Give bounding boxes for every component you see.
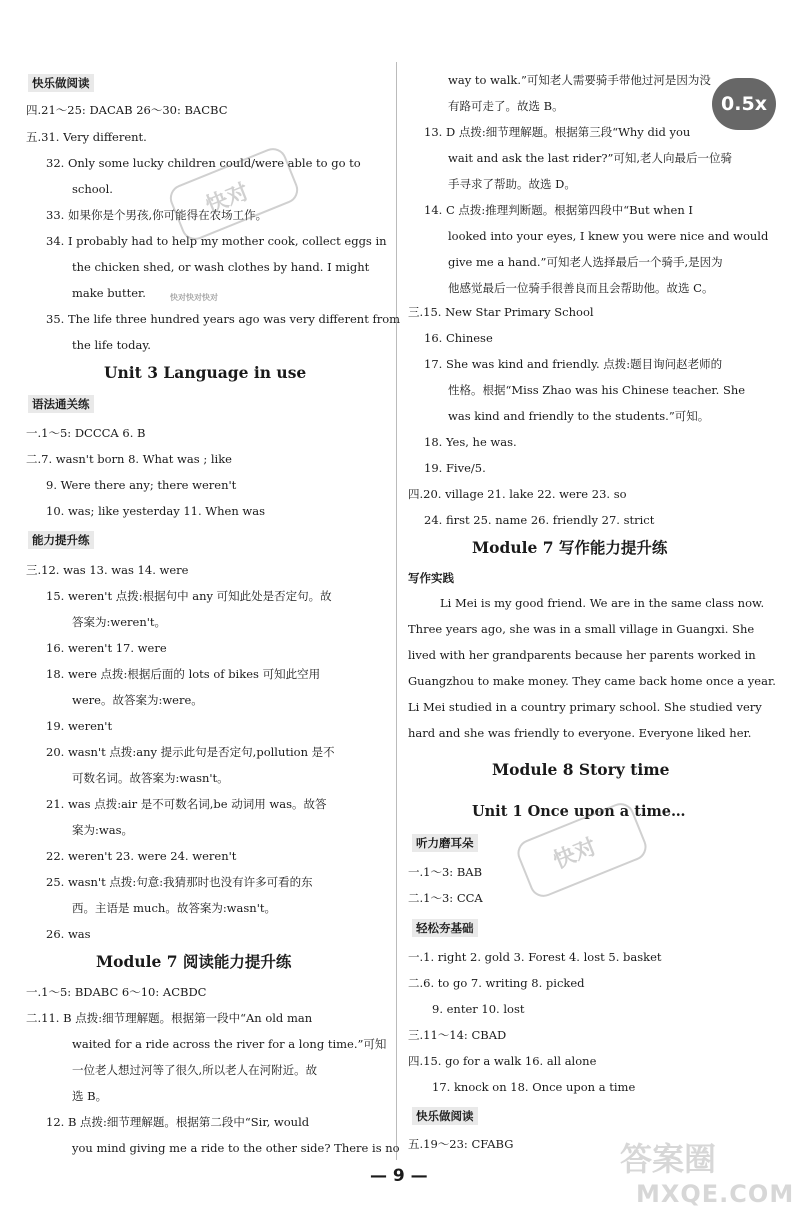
essay-line: lived with her grandparents because her parents worked in xyxy=(408,648,756,662)
answer-line: 16. Chinese xyxy=(424,331,493,345)
answer-line: 四.15. go for a walk 16. all alone xyxy=(408,1054,597,1068)
answer-line: 17. knock on 18. Once upon a time xyxy=(432,1080,636,1094)
section-label-happy-reading-2: 快乐做阅读 xyxy=(412,1107,478,1125)
answer-line: were。故答案为:were。 xyxy=(72,693,203,707)
answer-line: way to walk.”可知老人需要骑手带他过河是因为没 xyxy=(448,73,711,87)
answer-line: 四.20. village 21. lake 22. were 23. so xyxy=(408,487,627,501)
answer-line: 19. weren't xyxy=(46,719,113,733)
answer-line: 34. I probably had to help my mother cook, collect eggs in xyxy=(46,234,387,248)
answer-line: 17. She was kind and friendly. 点拨:题目询问赵老师的 xyxy=(424,357,723,371)
essay-line: Li Mei is my good friend. We are in the same class now. xyxy=(440,596,765,610)
answer-line: 手寻求了帮助。故选 D。 xyxy=(448,177,576,191)
answer-line: 可数名词。故答案为:wasn't。 xyxy=(72,771,229,785)
zoom-level-badge[interactable]: 0.5x xyxy=(712,78,776,130)
answer-line: 西。主语是 much。故答案为:wasn't。 xyxy=(72,901,276,915)
answer-line: 答案为:weren't。 xyxy=(72,615,167,629)
essay-line: Li Mei studied in a country primary school. She studied very xyxy=(408,700,762,714)
answer-line: 9. Were there any; there weren't xyxy=(46,478,237,492)
heading-module7-reading: Module 7 阅读能力提升练 xyxy=(96,952,292,971)
answer-line: 15. weren't 点拨:根据句中 any 可知此处是否定句。故 xyxy=(46,589,332,603)
answer-line: 四.21～25: DACAB 26～30: BACBC xyxy=(26,103,228,117)
answer-line: 35. The life three hundred years ago was very different from xyxy=(46,312,401,326)
answer-line: 二.11. B 点拨:细节理解题。根据第一段中“An old man xyxy=(26,1011,313,1025)
answer-line: 13. D 点拨:细节理解题。根据第三段“Why did you xyxy=(424,125,691,139)
answer-line: 一.1～3: BAB xyxy=(408,865,483,879)
answer-line: 五.19～23: CFABG xyxy=(408,1137,514,1151)
answer-line: 他感觉最后一位骑手很善良而且会帮助他。故选 C。 xyxy=(448,281,714,295)
essay-line: Three years ago, she was in a small village in Guangxi. She xyxy=(408,622,755,636)
answer-line: school. xyxy=(72,182,113,196)
answer-line: wait and ask the last rider?”可知,老人向最后一位骑 xyxy=(448,151,733,165)
essay-line: hard and she was friendly to everyone. Everyone liked her. xyxy=(408,726,752,740)
answer-line: 25. wasn't 点拨:句意:我猜那时也没有许多可看的东 xyxy=(46,875,313,889)
answer-line: 18. Yes, he was. xyxy=(424,435,517,449)
answer-line: the chicken shed, or wash clothes by hand. I might xyxy=(72,260,370,274)
answer-line: 20. wasn't 点拨:any 提示此句是否定句,pollution 是不 xyxy=(46,745,335,759)
answer-line: looked into your eyes, I knew you were nice and would xyxy=(448,229,769,243)
answer-line: 选 B。 xyxy=(72,1089,108,1103)
watermark-text: 快对 xyxy=(550,834,601,875)
page-number: — 9 — xyxy=(370,1166,428,1186)
answer-line: 三.15. New Star Primary School xyxy=(408,305,594,319)
answer-line: 26. was xyxy=(46,927,91,941)
watermark-small: 快对快对快对 xyxy=(170,293,218,302)
answer-line: 9. enter 10. lost xyxy=(432,1002,525,1016)
answer-line: 10. was; like yesterday 11. When was xyxy=(46,504,265,518)
essay-line: Guangzhou to make money. They came back home once a year. xyxy=(408,674,776,688)
answer-line: 二.7. wasn't born 8. What was ; like xyxy=(26,452,232,466)
answer-line: 18. were 点拨:根据后面的 lots of bikes 可知此空用 xyxy=(46,667,321,681)
answer-line: 一.1～5: DCCCA 6. B xyxy=(26,426,146,440)
answer-line: 案为:was。 xyxy=(72,823,133,837)
answer-line: 22. weren't 23. were 24. weren't xyxy=(46,849,237,863)
watermark-site: MXQE.COM xyxy=(636,1180,795,1208)
answer-line: 二.1～3: CCA xyxy=(408,891,483,905)
answer-line: give me a hand.”可知老人选择最后一个骑手,是因为 xyxy=(448,255,723,269)
answer-line: make butter. xyxy=(72,286,146,300)
heading-unit3: Unit 3 Language in use xyxy=(104,363,307,382)
answer-line: 24. first 25. name 26. friendly 27. strict xyxy=(424,513,655,527)
section-label-ability: 能力提升练 xyxy=(28,531,94,549)
answer-line: 性格。根据“Miss Zhao was his Chinese teacher. She xyxy=(448,383,746,397)
section-label-basics: 轻松夯基础 xyxy=(412,919,478,937)
heading-module7-writing: Module 7 写作能力提升练 xyxy=(472,538,668,557)
column-divider xyxy=(396,62,397,1160)
answer-line: was kind and friendly to the students.”可知。 xyxy=(448,409,710,423)
heading-unit1: Unit 1 Once upon a time… xyxy=(472,803,686,820)
section-label-grammar: 语法通关练 xyxy=(28,395,94,413)
answer-line: 有路可走了。故选 B。 xyxy=(448,99,564,113)
answer-line: you mind giving me a ride to the other side? There is no xyxy=(72,1141,400,1155)
answer-line: 一.1. right 2. gold 3. Forest 4. lost 5. basket xyxy=(408,950,662,964)
answer-line: 33. 如果你是个男孩,你可能得在农场工作。 xyxy=(46,208,268,222)
answer-line: 16. weren't 17. were xyxy=(46,641,167,655)
section-label-listening: 听力磨耳朵 xyxy=(412,834,478,852)
answer-line: 一.1～5: BDABC 6～10: ACBDC xyxy=(26,985,207,999)
watermark-logo: 答案圈 xyxy=(620,1140,717,1178)
answer-line: 32. Only some lucky children could/were able to go to xyxy=(46,156,361,170)
answer-line: the life today. xyxy=(72,338,151,352)
section-label-writing: 写作实践 xyxy=(408,571,454,585)
watermark-text: 快对 xyxy=(202,179,253,220)
section-label-happy-reading: 快乐做阅读 xyxy=(28,74,94,92)
answer-line: 19. Five/5. xyxy=(424,461,486,475)
answer-line: 二.6. to go 7. writing 8. picked xyxy=(408,976,585,990)
answer-line: 一位老人想过河等了很久,所以老人在河附近。故 xyxy=(72,1063,318,1077)
answer-line: 三.11～14: CBAD xyxy=(408,1028,507,1042)
answer-line: 14. C 点拨:推理判断题。根据第四段中“But when I xyxy=(424,203,693,217)
answer-line: 五.31. Very different. xyxy=(26,130,147,144)
answer-line: 三.12. was 13. was 14. were xyxy=(26,563,189,577)
heading-module8: Module 8 Story time xyxy=(492,760,670,779)
answer-line: 12. B 点拨:细节理解题。根据第二段中“Sir, would xyxy=(46,1115,310,1129)
answer-line: 21. was 点拨:air 是不可数名词,be 动词用 was。故答 xyxy=(46,797,327,811)
answer-line: waited for a ride across the river for a long time.”可知 xyxy=(72,1037,387,1051)
